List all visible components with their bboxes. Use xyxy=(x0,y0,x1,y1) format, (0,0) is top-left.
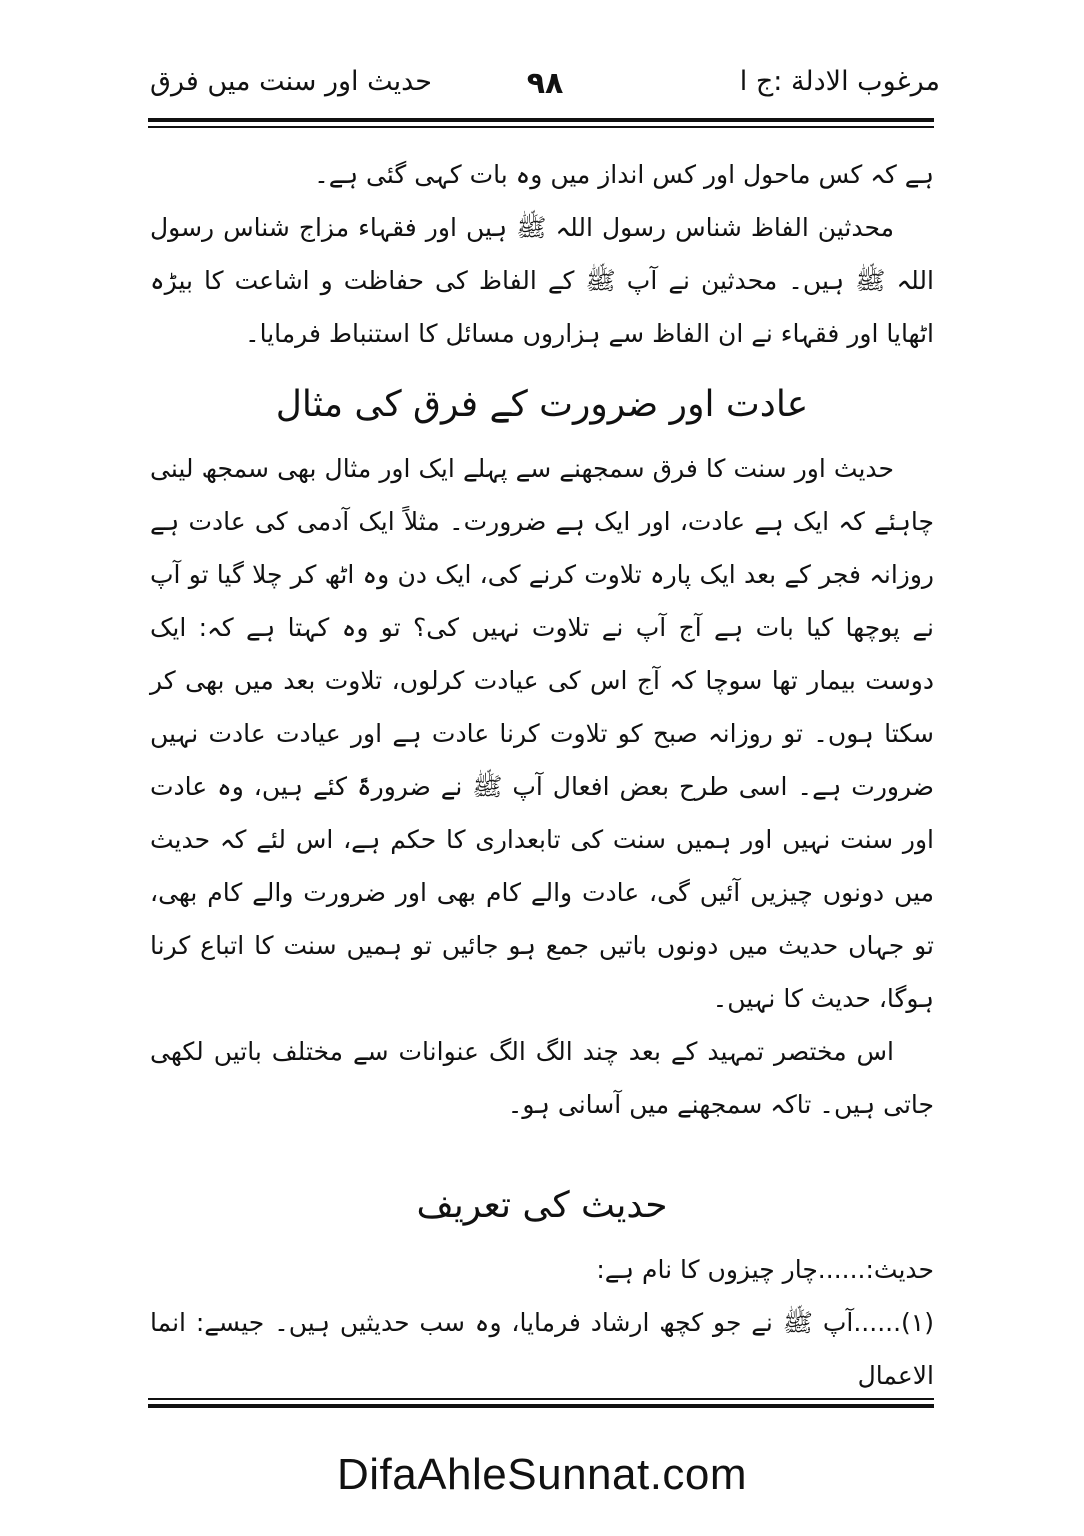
site-watermark: DifaAhleSunnat.com xyxy=(336,1450,748,1499)
header-rule-thin xyxy=(148,126,934,128)
paragraph-6: (۱)......آپ ﷺ نے جو کچھ ارشاد فرمایا، وہ سب حدیثیں ہیں۔ جیسے: انما الاعمال xyxy=(150,1308,934,1390)
book-title: مرغوب الادلة :ج ا xyxy=(739,66,940,97)
paragraph-4: اس مختصر تمہید کے بعد چند الگ الگ عنوانات سے مختلف باتیں لکھی جاتی ہیں۔ تاکہ سمجھنے میں آسانی ہو۔ xyxy=(150,1037,934,1119)
paragraph-2: محدثین الفاظ شناس رسول اللہ ﷺ ہیں اور فقہاء مزاج شناس رسول اللہ ﷺ ہیں۔ محدثین نے آپ ﷺ کے الفاظ کی حفاظت و اشاعت کا بیڑہ اٹھایا اور فقہاء نے ان الفاظ سے ہزاروں مسائل کا استنباط فرمایا۔ xyxy=(150,213,934,348)
chapter-title: حدیث اور سنت میں فرق xyxy=(150,66,432,97)
section-heading-2: حدیث کی تعریف xyxy=(416,1185,668,1226)
page-body xyxy=(150,148,934,1402)
footer-rule-thick xyxy=(148,1404,934,1408)
paragraph-1: ہے کہ کس ماحول اور کس انداز میں وہ بات کہی گئی ہے۔ xyxy=(314,160,934,189)
page-header xyxy=(150,62,940,112)
header-rule-thick xyxy=(148,118,934,122)
paragraph-3: حدیث اور سنت کا فرق سمجھنے سے پہلے ایک اور مثال بھی سمجھ لینی چاہئے کہ ایک ہے عادت، اور ایک ہے ضرورت۔ مثلاً ایک آدمی کی عادت ہے روزانہ فجر کے بعد ایک پارہ تلاوت کرنے کی، ایک دن وہ اٹھ کر چلا گیا تو آپ نے پوچھا کیا بات ہے آج آپ نے تلاوت نہیں کی؟ تو وہ کہتا ہے کہ: ایک دوست بیمار تھا سوچا کہ آج اس کی عیادت کرلوں، تلاوت بعد میں بھی کر سکتا ہوں۔ تو روزانہ صبح کو تلاوت کرنا عادت ہے اور عیادت عادت نہیں ضرورت ہے۔ اسی طرح بعض افعال آپ ﷺ نے ضرورۃً کئے ہیں، وہ عادت اور سنت نہیں اور ہمیں سنت کی تابعداری کا حکم ہے، اس لئے کہ حدیث میں دونوں چیزیں آئیں گی، عادت والے کام بھی اور ضرورت والے کام بھی، تو جہاں حدیث میں دونوں باتیں جمع ہو جائیں تو ہمیں سنت کا اتباع کرنا ہوگا، حدیث کا نہیں۔ xyxy=(150,454,934,1013)
paragraph-5: حدیث:......چار چیزوں کا نام ہے: xyxy=(596,1255,934,1284)
page-number: ۹۸ xyxy=(526,66,564,101)
footer-rule-thin xyxy=(148,1398,934,1400)
section-heading-1: عادت اور ضرورت کے فرق کی مثال xyxy=(275,384,809,425)
